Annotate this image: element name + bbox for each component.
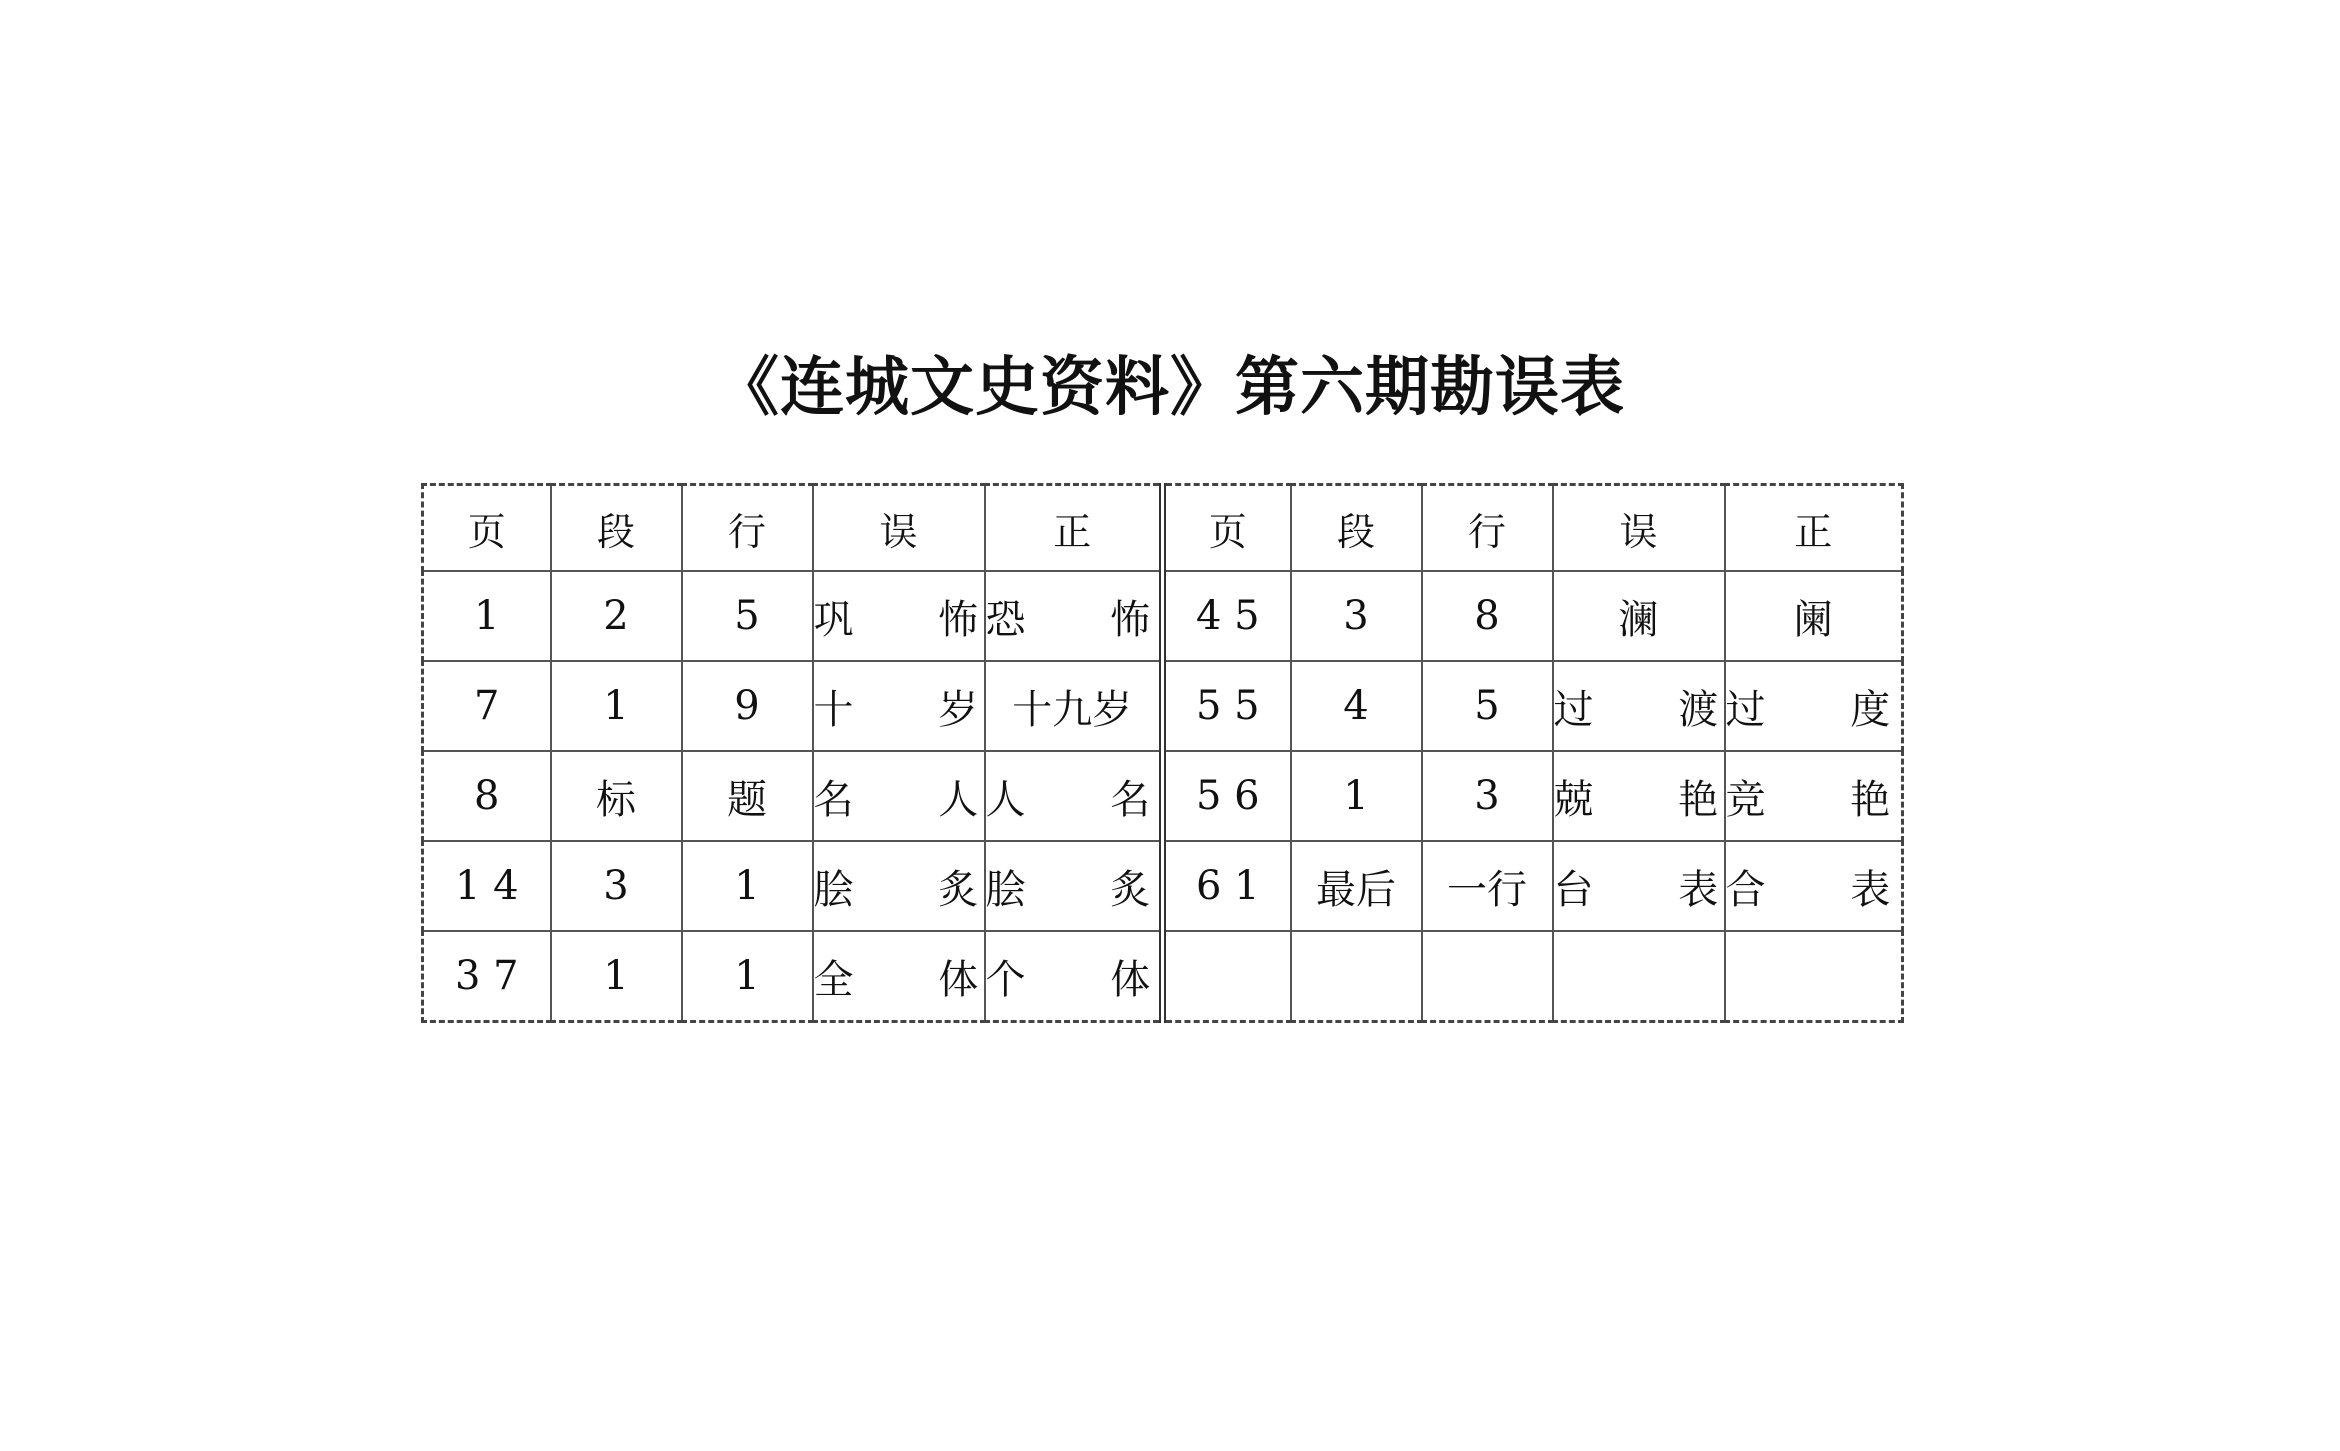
- cell-line: [1422, 931, 1553, 1022]
- cell-correction: 竞 艳: [1725, 751, 1903, 841]
- cell-error: [1553, 931, 1725, 1022]
- cell-section: 1: [551, 931, 682, 1022]
- cell-correction: 恐 怖: [985, 571, 1163, 661]
- cell-page: 1: [423, 571, 551, 661]
- cell-section: 3: [1291, 571, 1422, 661]
- header-correction-left: 正: [985, 485, 1163, 572]
- header-correction-right: 正: [1725, 485, 1903, 572]
- cell-correction: 脍 炙: [985, 841, 1163, 931]
- cell-line: 9: [682, 661, 813, 751]
- cell-line: 1: [682, 931, 813, 1022]
- cell-correction: 个 体: [985, 931, 1163, 1022]
- header-line-right: 行: [1422, 485, 1553, 572]
- cell-section: [1291, 931, 1422, 1022]
- cell-error: 名 人: [813, 751, 985, 841]
- cell-correction: 十九岁: [985, 661, 1163, 751]
- cell-page: 3 7: [423, 931, 551, 1022]
- cell-page: 1 4: [423, 841, 551, 931]
- cell-line: 5: [1422, 661, 1553, 751]
- cell-section: 4: [1291, 661, 1422, 751]
- header-line-left: 行: [682, 485, 813, 572]
- header-page-right: 页: [1163, 485, 1291, 572]
- cell-error: 全 体: [813, 931, 985, 1022]
- table-row: [423, 841, 1903, 931]
- cell-correction: 阑: [1725, 571, 1903, 661]
- cell-error: 脍 炙: [813, 841, 985, 931]
- cell-correction: 合 表: [1725, 841, 1903, 931]
- cell-error: 台 表: [1553, 841, 1725, 931]
- cell-correction: 过 度: [1725, 661, 1903, 751]
- header-error-right: 误: [1553, 485, 1725, 572]
- cell-correction: 人 名: [985, 751, 1163, 841]
- cell-section: 1: [1291, 751, 1422, 841]
- cell-page: 8: [423, 751, 551, 841]
- cell-error: 巩 怖: [813, 571, 985, 661]
- table-row: [423, 661, 1903, 751]
- cell-line: 3: [1422, 751, 1553, 841]
- cell-page: 4 5: [1163, 571, 1291, 661]
- header-section-left: 段: [551, 485, 682, 572]
- cell-error: 十 岁: [813, 661, 985, 751]
- errata-table: [421, 483, 1927, 1023]
- header-error-left: 误: [813, 485, 985, 572]
- cell-error: 兢 艳: [1553, 751, 1725, 841]
- cell-line: 题: [682, 751, 813, 841]
- cell-page: 7: [423, 661, 551, 751]
- cell-line: 8: [1422, 571, 1553, 661]
- cell-line: 1: [682, 841, 813, 931]
- document-title: 《连城文史资料》第六期勘误表: [715, 351, 1625, 425]
- table-row: [423, 571, 1903, 661]
- table-row: [423, 751, 1903, 841]
- cell-section: 1: [551, 661, 682, 751]
- header-page-left: 页: [423, 485, 551, 572]
- cell-correction: [1725, 931, 1903, 1022]
- cell-section: 2: [551, 571, 682, 661]
- cell-page: 5 6: [1163, 751, 1291, 841]
- cell-error: 过 渡: [1553, 661, 1725, 751]
- cell-error: 澜: [1553, 571, 1725, 661]
- cell-line: 一行: [1422, 841, 1553, 931]
- table-row: [423, 931, 1903, 1022]
- cell-page: 6 1: [1163, 841, 1291, 931]
- cell-line: 5: [682, 571, 813, 661]
- cell-section: 最后: [1291, 841, 1422, 931]
- cell-section: 3: [551, 841, 682, 931]
- cell-page: 5 5: [1163, 661, 1291, 751]
- cell-section: 标: [551, 751, 682, 841]
- header-section-right: 段: [1291, 485, 1422, 572]
- header-row: [423, 485, 1903, 572]
